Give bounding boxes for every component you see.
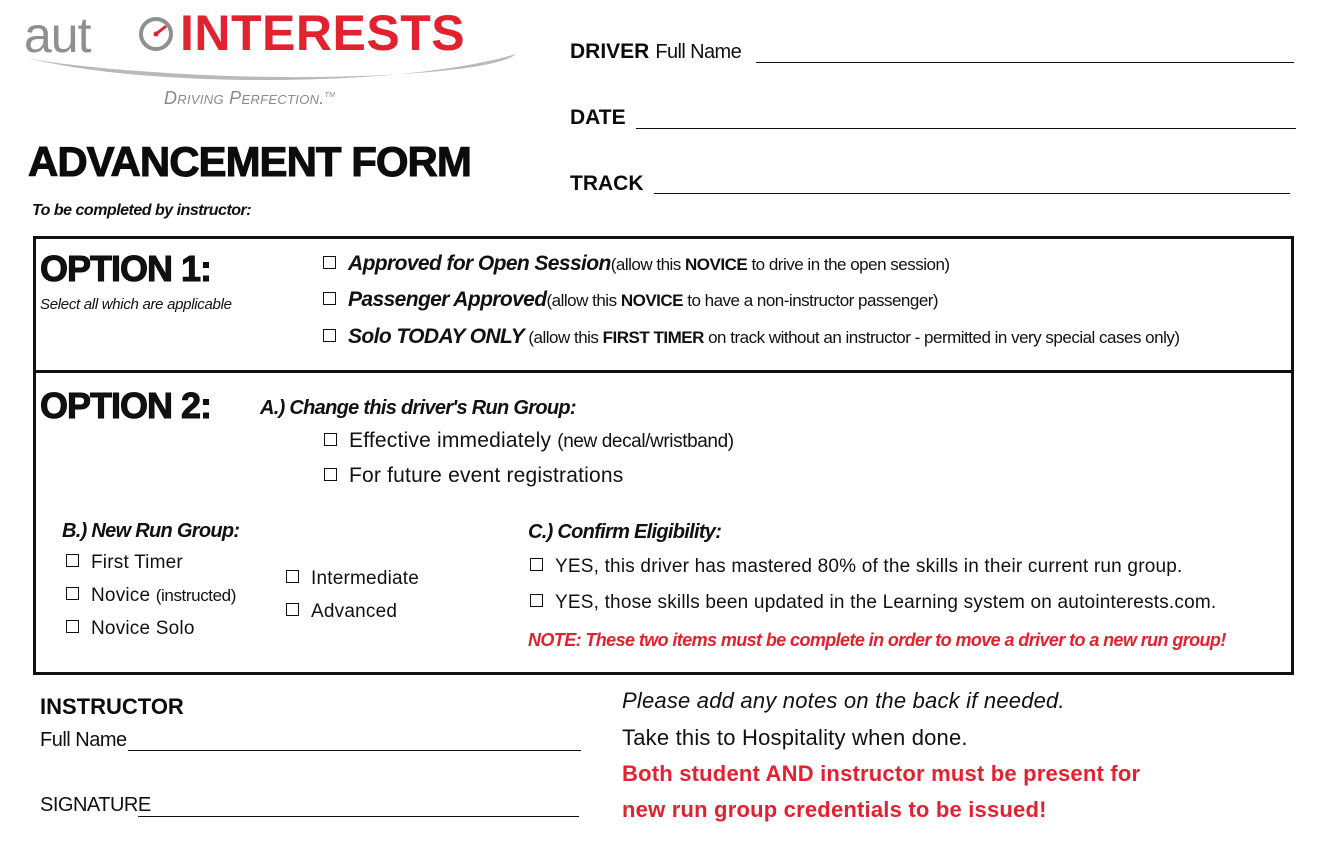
option1-title: OPTION 1:: [40, 248, 212, 289]
option2-a-item-immediate[interactable]: Effective immediately (new decal/wristband): [324, 429, 734, 453]
date-field-label: DATE: [570, 106, 626, 129]
checkbox-icon[interactable]: [323, 329, 336, 342]
run-group-first-timer[interactable]: First Timer: [66, 552, 183, 574]
run-group-novice-solo[interactable]: Novice Solo: [66, 618, 195, 640]
speedometer-icon: [138, 16, 174, 52]
option1-item-open-session[interactable]: Approved for Open Session(allow this NOVICE to drive in the open session): [323, 252, 950, 276]
checkbox-icon[interactable]: [66, 620, 79, 633]
option2-a-heading: A.) Change this driver's Run Group:: [260, 397, 576, 419]
run-group-novice[interactable]: Novice (instructed): [66, 585, 236, 607]
checkbox-icon[interactable]: [530, 594, 543, 607]
track-line[interactable]: [654, 193, 1290, 194]
option2-title: OPTION 2:: [40, 385, 212, 426]
footer-warning-line1: Both student AND instructor must be present for: [622, 761, 1141, 786]
date-line[interactable]: [636, 128, 1296, 129]
checkbox-icon[interactable]: [530, 558, 543, 571]
option2-c-heading: C.) Confirm Eligibility:: [528, 521, 722, 543]
signature-line[interactable]: [138, 816, 579, 817]
run-group-intermediate[interactable]: Intermediate: [286, 568, 419, 590]
footer-hospitality-line: Take this to Hospitality when done.: [622, 725, 968, 750]
eligibility-updated[interactable]: YES, those skills been updated in the Learning system on autointerests.com.: [530, 592, 1216, 614]
option1-item-solo[interactable]: Solo TODAY ONLY (allow this FIRST TIMER on track without an instructor - permitted in very special cases only): [323, 325, 1180, 349]
checkbox-icon[interactable]: [323, 256, 336, 269]
form-title: ADVANCEMENT FORM: [28, 138, 471, 185]
logo-interests-text: INTERESTS: [180, 5, 466, 61]
driver-name-line[interactable]: [756, 62, 1294, 63]
option2-b-heading: B.) New Run Group:: [62, 520, 240, 542]
checkbox-icon[interactable]: [324, 468, 337, 481]
checkbox-icon[interactable]: [286, 603, 299, 616]
eligibility-note: NOTE: These two items must be complete in order to move a driver to a new run group!: [528, 630, 1226, 650]
instructor-heading: INSTRUCTOR: [40, 694, 184, 719]
checkbox-icon[interactable]: [66, 554, 79, 567]
footer-notes-line: Please add any notes on the back if needed.: [622, 688, 1065, 713]
logo-tagline: Driving Perfection.™: [164, 88, 336, 108]
brand-logo: [24, 4, 524, 116]
run-group-advanced[interactable]: Advanced: [286, 601, 397, 623]
checkbox-icon[interactable]: [324, 433, 337, 446]
signature-label: SIGNATURE: [40, 794, 151, 816]
logo-auto-text: aut: [24, 7, 91, 63]
option1-item-passenger[interactable]: Passenger Approved(allow this NOVICE to have a non-instructor passenger): [323, 288, 938, 312]
eligibility-mastered[interactable]: YES, this driver has mastered 80% of the skills in their current run group.: [530, 556, 1183, 578]
form-subtitle: To be completed by instructor:: [32, 202, 252, 219]
driver-field-label: DRIVER Full Name: [570, 40, 742, 63]
checkbox-icon[interactable]: [286, 570, 299, 583]
instructor-name-label: Full Name: [40, 729, 127, 751]
track-field-label: TRACK: [570, 172, 644, 195]
footer-warning-line2: new run group credentials to be issued!: [622, 797, 1047, 822]
checkbox-icon[interactable]: [323, 292, 336, 305]
option1-subtitle: Select all which are applicable: [40, 296, 232, 313]
checkbox-icon[interactable]: [66, 587, 79, 600]
instructor-name-line[interactable]: [128, 750, 581, 751]
option2-a-item-future[interactable]: For future event registrations: [324, 464, 623, 488]
